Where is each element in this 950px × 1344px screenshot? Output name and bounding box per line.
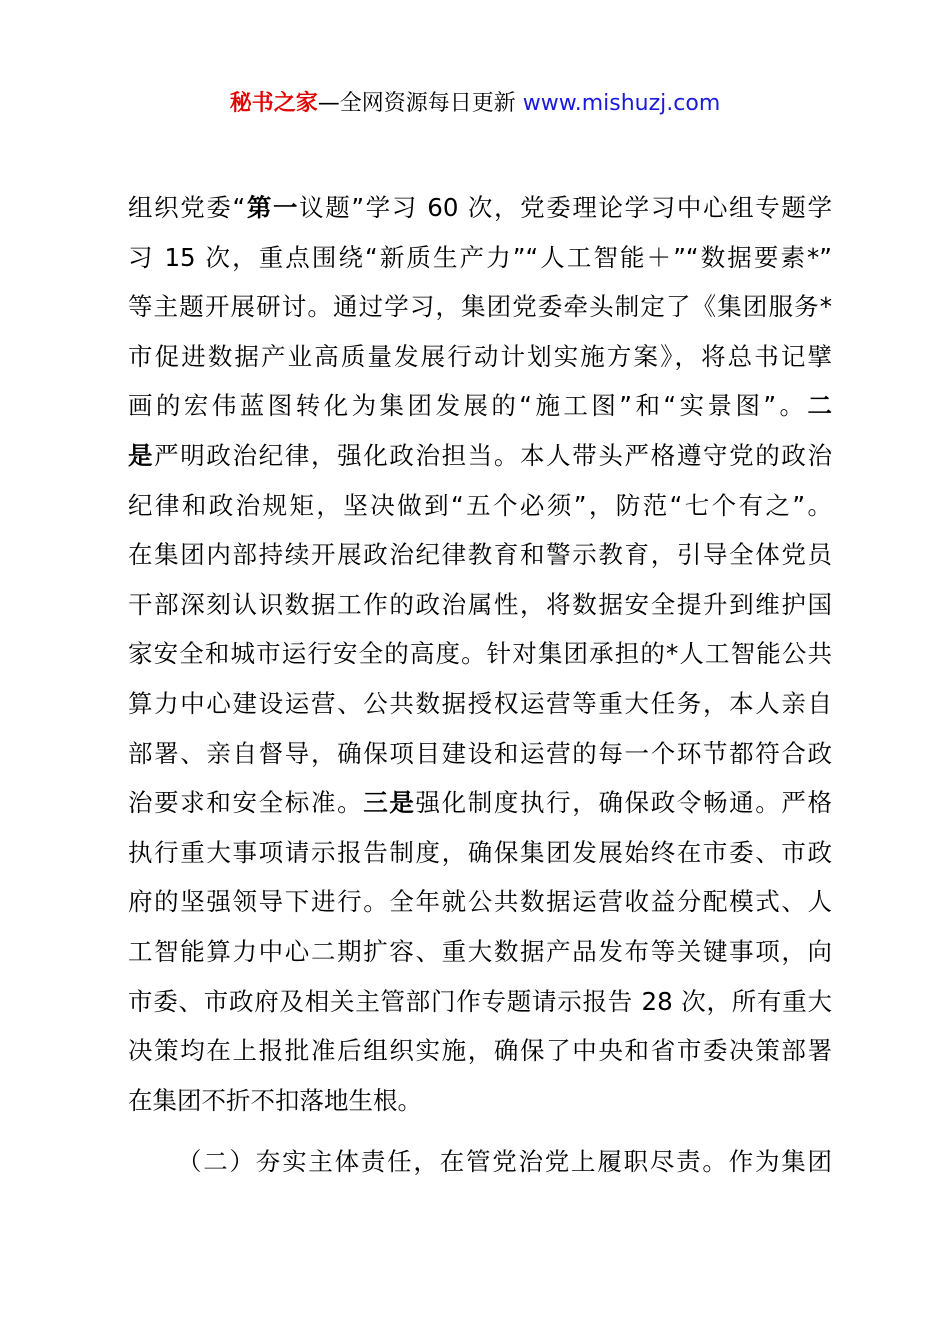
text-line: 决策均在上报批准后组织实施，确保了中央和省市委决策部署 bbox=[128, 1036, 832, 1066]
bold-keyword: 二 bbox=[807, 391, 832, 421]
text-line: 工智能算力中心二期扩容、重大数据产品发布等关键事项，向 bbox=[128, 936, 832, 966]
text-line: 执行重大事项请示报告制度，确保集团发展始终在市委、市政 bbox=[128, 837, 832, 867]
text-line: 纪律和政治规矩，坚决做到“五个必须”，防范“七个有之”。 bbox=[128, 490, 832, 520]
text-line: 习 15 次，重点围绕“新质生产力”“人工智能＋”“数据要素*” bbox=[128, 242, 832, 272]
text-line: 是严明政治纪律，强化政治担当。本人带头严格遵守党的政治 bbox=[128, 440, 833, 470]
section-heading-line: （二）夯实主体责任，在管党治党上履职尽责。作为集团 bbox=[177, 1147, 832, 1177]
text-line: 干部深刻认识数据工作的政治属性，将数据安全提升到维护国 bbox=[128, 589, 832, 619]
text-line: 画的宏伟蓝图转化为集团发展的“施工图”和“实景图”。二 bbox=[128, 391, 832, 421]
text-line: 市促进数据产业高质量发展行动计划实施方案》，将总书记擘 bbox=[128, 341, 832, 371]
bold-keyword: 三是 bbox=[363, 788, 416, 818]
text-line: 府的坚强领导下进行。全年就公共数据运营收益分配模式、人 bbox=[128, 887, 832, 917]
bold-keyword: 第一 bbox=[245, 193, 300, 222]
text-line: 等主题开展研讨。通过学习，集团党委牵头制定了《集团服务* bbox=[128, 292, 832, 322]
text-line: 算力中心建设运营、公共数据授权运营等重大任务，本人亲自 bbox=[128, 688, 832, 718]
bold-keyword: 是 bbox=[128, 440, 155, 470]
header-url-link[interactable]: www.mishuzj.com bbox=[522, 91, 721, 116]
text-line: 治要求和安全标准。三是强化制度执行，确保政令畅通。严格 bbox=[128, 788, 833, 818]
header-tagline: —全网资源每日更新 bbox=[317, 91, 523, 116]
text-line: 组织党委“第一议题”学习 60 次，党委理论学习中心组专题学 bbox=[128, 193, 832, 222]
page-header bbox=[0, 88, 950, 120]
text-line: 部署、亲自督导，确保项目建设和运营的每一个环节都符合政 bbox=[128, 738, 832, 768]
text-line: 在集团内部持续开展政治纪律教育和警示教育，引导全体党员 bbox=[128, 540, 832, 570]
header-brand: 秘书之家 bbox=[229, 91, 318, 116]
document-body bbox=[128, 183, 832, 1187]
text-line: 市委、市政府及相关主管部门作专题请示报告 28 次，所有重大 bbox=[128, 986, 832, 1016]
text-line: 家安全和城市运行安全的高度。针对集团承担的*人工智能公共 bbox=[128, 639, 832, 669]
text-line: 在集团不折不扣落地生根。 bbox=[128, 1085, 422, 1115]
